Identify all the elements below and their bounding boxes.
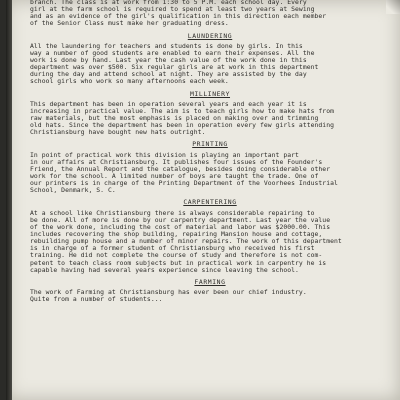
section-heading: CARPENTERING: [183, 198, 237, 207]
text-line: during the day and attend school at night. They are assisted by the day: [30, 71, 307, 79]
section-heading: LAUNDERING: [187, 31, 233, 40]
section-printing: [30, 141, 390, 194]
text-line: work is done by hand. Last year the cash value of the work done in this: [30, 56, 307, 64]
section-heading: FARMING: [194, 277, 226, 286]
text-line: in our affairs at Christiansburg. It publishes four issues of the Founder's: [30, 158, 323, 166]
text-line: is in charge of a former student of Christiansburg who received his first: [30, 245, 315, 253]
text-line: of the work done, including the cost of material and labor was $2000.00. This: [30, 223, 331, 231]
text-line: includes recovering the shop building, repairing Mansion house and cottage,: [30, 230, 323, 238]
text-line: training. He did not complete the course of study and therefore is not com-: [30, 252, 323, 260]
text-line: girl at the farm school is required to spend at least two years at Sewing: [30, 6, 315, 14]
page-edge-shadow: [6, 0, 12, 400]
text-line: rebuilding pump house and a number of minor repairs. The work of this department: [30, 238, 342, 246]
text-line: and as an evidence of the girl's qualification in this direction each member: [30, 13, 327, 21]
text-line: raw materials, but the most emphasis is placed on making over and trimming: [30, 114, 319, 122]
scanned-page: [6, 0, 400, 400]
section-carpentering: [30, 199, 390, 273]
text-line: be done. All of more is done by our carpentry department. Last year the value: [30, 216, 331, 224]
text-line: The work of Farming at Christiansburg has ever been our chief industry.: [30, 288, 307, 296]
text-line: work for the school. A limited number of boys are taught the trade. One of: [30, 172, 319, 180]
text-line: This department has been in operation several years and each year it is: [30, 100, 307, 108]
typed-text-body: [30, 0, 390, 303]
text-line: Friend, the Annual Report and the catalogue, besides doing considerable other: [30, 165, 331, 173]
text-line: our printers is in charge of the Printing Department of the Voorhees Industrial: [30, 180, 338, 188]
text-line: In point of practical work this division is playing an important part: [30, 151, 299, 159]
text-line: petent to teach class room subjects but in practical work in carpentry he is: [30, 259, 327, 267]
text-line: department was over $500. Six regular girls are at work in this department: [30, 64, 319, 72]
text-line: school girls who work so many afternoons each week.: [30, 78, 229, 86]
section-heading: MILLINERY: [189, 89, 231, 98]
text-line: Quite from a number of students...: [30, 296, 163, 304]
section-heading: PRINTING: [192, 140, 228, 149]
text-line: Christiansburg have bought new hats outright.: [30, 129, 206, 137]
section-laundering: [30, 33, 390, 86]
text-line: capable having had several years experience since leaving the school.: [30, 266, 299, 274]
text-line: old hats. Since the department has been in operation every few girls attending: [30, 122, 335, 130]
text-line: At a school like Christiansburg there is always considerable repairing to: [30, 209, 315, 217]
section-millinery: [30, 91, 390, 137]
intro-paragraph: [30, 0, 390, 28]
text-line: increasing in practical value. The aim is to teach girls how to make hats from: [30, 107, 335, 115]
text-line: branch. The class is at work from 1:30 to 5 P.M. each school day. Every: [30, 0, 307, 6]
text-line: of the Senior Class must make her graduating dress.: [30, 20, 229, 28]
text-line: All the laundering for teachers and students is done by girls. In this: [30, 42, 303, 50]
section-farming: [30, 279, 390, 303]
text-line: School, Denmark, S. C.: [30, 187, 116, 195]
text-line: way a number of good students are enabled to earn their expenses. All the: [30, 49, 315, 57]
